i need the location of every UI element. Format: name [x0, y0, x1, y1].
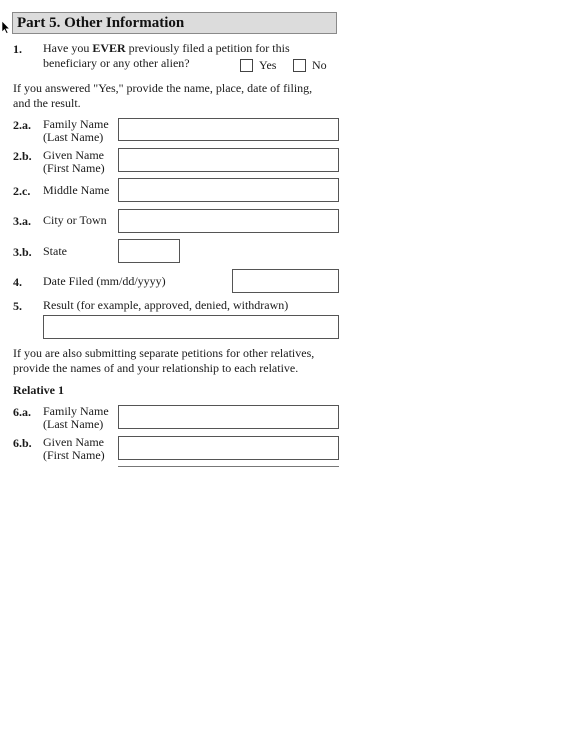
q3a-label: City or Town: [43, 213, 107, 227]
q1-number: 1.: [13, 42, 22, 56]
q2c-label: Middle Name: [43, 183, 110, 197]
intro-relatives-line1: If you are also submitting separate petitions for other relatives,: [13, 346, 315, 360]
q1-text-pre: Have you: [43, 41, 93, 55]
q6b-label-line2: (First Name): [43, 448, 105, 462]
middle-name-field[interactable]: [118, 178, 339, 202]
state-field[interactable]: [118, 239, 180, 263]
q1-no-label: No: [312, 58, 327, 72]
given-name-field[interactable]: [118, 148, 339, 172]
relative-given-name-field[interactable]: [118, 436, 339, 460]
q1-question-line1: [43, 42, 290, 55]
date-filed-field[interactable]: [232, 269, 339, 293]
next-field-top-edge: [118, 466, 339, 467]
city-or-town-field[interactable]: [118, 209, 339, 233]
result-field[interactable]: [43, 315, 339, 339]
relative-1-heading: Relative 1: [13, 383, 64, 397]
q2a-number: 2.a.: [13, 118, 31, 132]
q2b-number: 2.b.: [13, 149, 32, 163]
q4-number: 4.: [13, 275, 22, 289]
q6b-label-line1: Given Name: [43, 435, 104, 449]
q3a-number: 3.a.: [13, 214, 31, 228]
q2c-number: 2.c.: [13, 184, 31, 198]
part-title: Part 5. Other Information: [17, 15, 185, 31]
part-header: [12, 12, 337, 34]
q1-text-post: previously filed a petition for this: [125, 41, 290, 55]
relative-family-name-field[interactable]: [118, 405, 339, 429]
q4-label: Date Filed (mm/dd/yyyy): [43, 274, 166, 288]
intro-if-yes-line1: If you answered "Yes," provide the name, place, date of filing,: [13, 81, 313, 95]
intro-relatives-line2: provide the names of and your relationship to each relative.: [13, 361, 299, 375]
q6a-label-line1: Family Name: [43, 404, 109, 418]
q2b-label-line2: (First Name): [43, 161, 105, 175]
q6a-label-line2: (Last Name): [43, 417, 104, 431]
q5-label: Result (for example, approved, denied, withdrawn): [43, 298, 289, 312]
q1-text-bold: EVER: [92, 41, 126, 55]
q6a-number: 6.a.: [13, 405, 31, 419]
q3b-label: State: [43, 244, 67, 258]
q1-yes-checkbox[interactable]: [240, 59, 253, 72]
q1-yes-label: Yes: [259, 58, 277, 72]
mouse-cursor-icon: [1, 20, 11, 34]
q2b-label-line1: Given Name: [43, 148, 104, 162]
q6b-number: 6.b.: [13, 436, 32, 450]
family-name-field[interactable]: [118, 118, 339, 141]
q2a-label-line2: (Last Name): [43, 130, 104, 144]
q2a-label-line1: Family Name: [43, 117, 109, 131]
q5-number: 5.: [13, 299, 22, 313]
q1-no-checkbox[interactable]: [293, 59, 306, 72]
q1-question-line2: beneficiary or any other alien?: [43, 56, 190, 70]
q3b-number: 3.b.: [13, 245, 32, 259]
intro-if-yes-line2: and the result.: [13, 96, 81, 110]
